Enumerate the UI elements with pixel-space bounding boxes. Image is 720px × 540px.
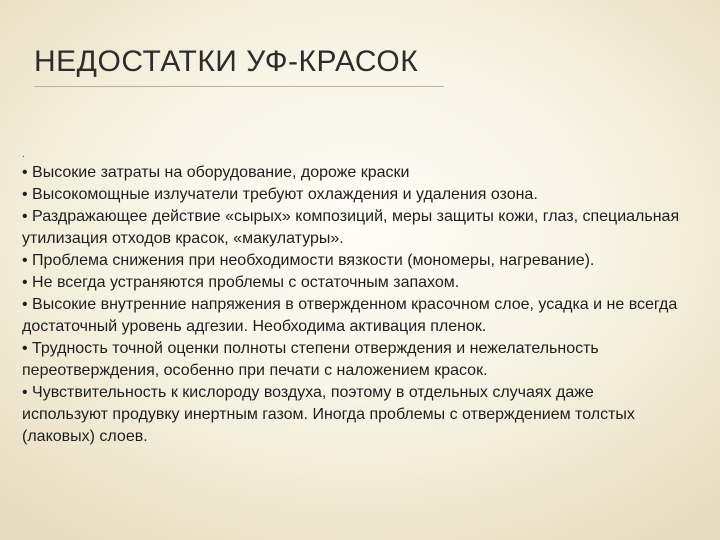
bullet-item: • Раздражающее действие «сырых» композиций, меры защиты кожи, глаз, специальная утилизация отходов красок, «макулатуры».	[22, 208, 680, 247]
bullet-item: • Проблема снижения при необходимости вязкости (мономеры, нагревание).	[22, 252, 595, 269]
stray-dot: .	[22, 149, 25, 160]
bullet-item: • Чувствительность к кислороду воздуха, поэтому в отдельных случаях даже используют продувку инертным газом. Иногда проблемы с отверждением толстых (лаковых) слоев.	[22, 384, 635, 445]
bullet-item: • Трудность точной оценки полноты степени отверждения и нежелательность переотверждения, особенно при печати с наложением красок.	[22, 340, 599, 379]
bullet-list	[22, 162, 682, 448]
bullet-item: • Высокие затраты на оборудование, дороже краски	[22, 164, 410, 181]
bullet-item: • Высокие внутренние напряжения в отвержденном красочном слое, усадка и не всегда достаточный уровень адгезии. Необходима активация пленок.	[22, 296, 678, 335]
slide-title: НЕДОСТАТКИ УФ-КРАСОК	[34, 45, 419, 78]
bullet-item: • Высокомощные излучатели требуют охлаждения и удаления озона.	[22, 186, 538, 203]
bullet-item: • Не всегда устраняются проблемы с остаточным запахом.	[22, 274, 460, 291]
title-underline	[34, 86, 444, 87]
